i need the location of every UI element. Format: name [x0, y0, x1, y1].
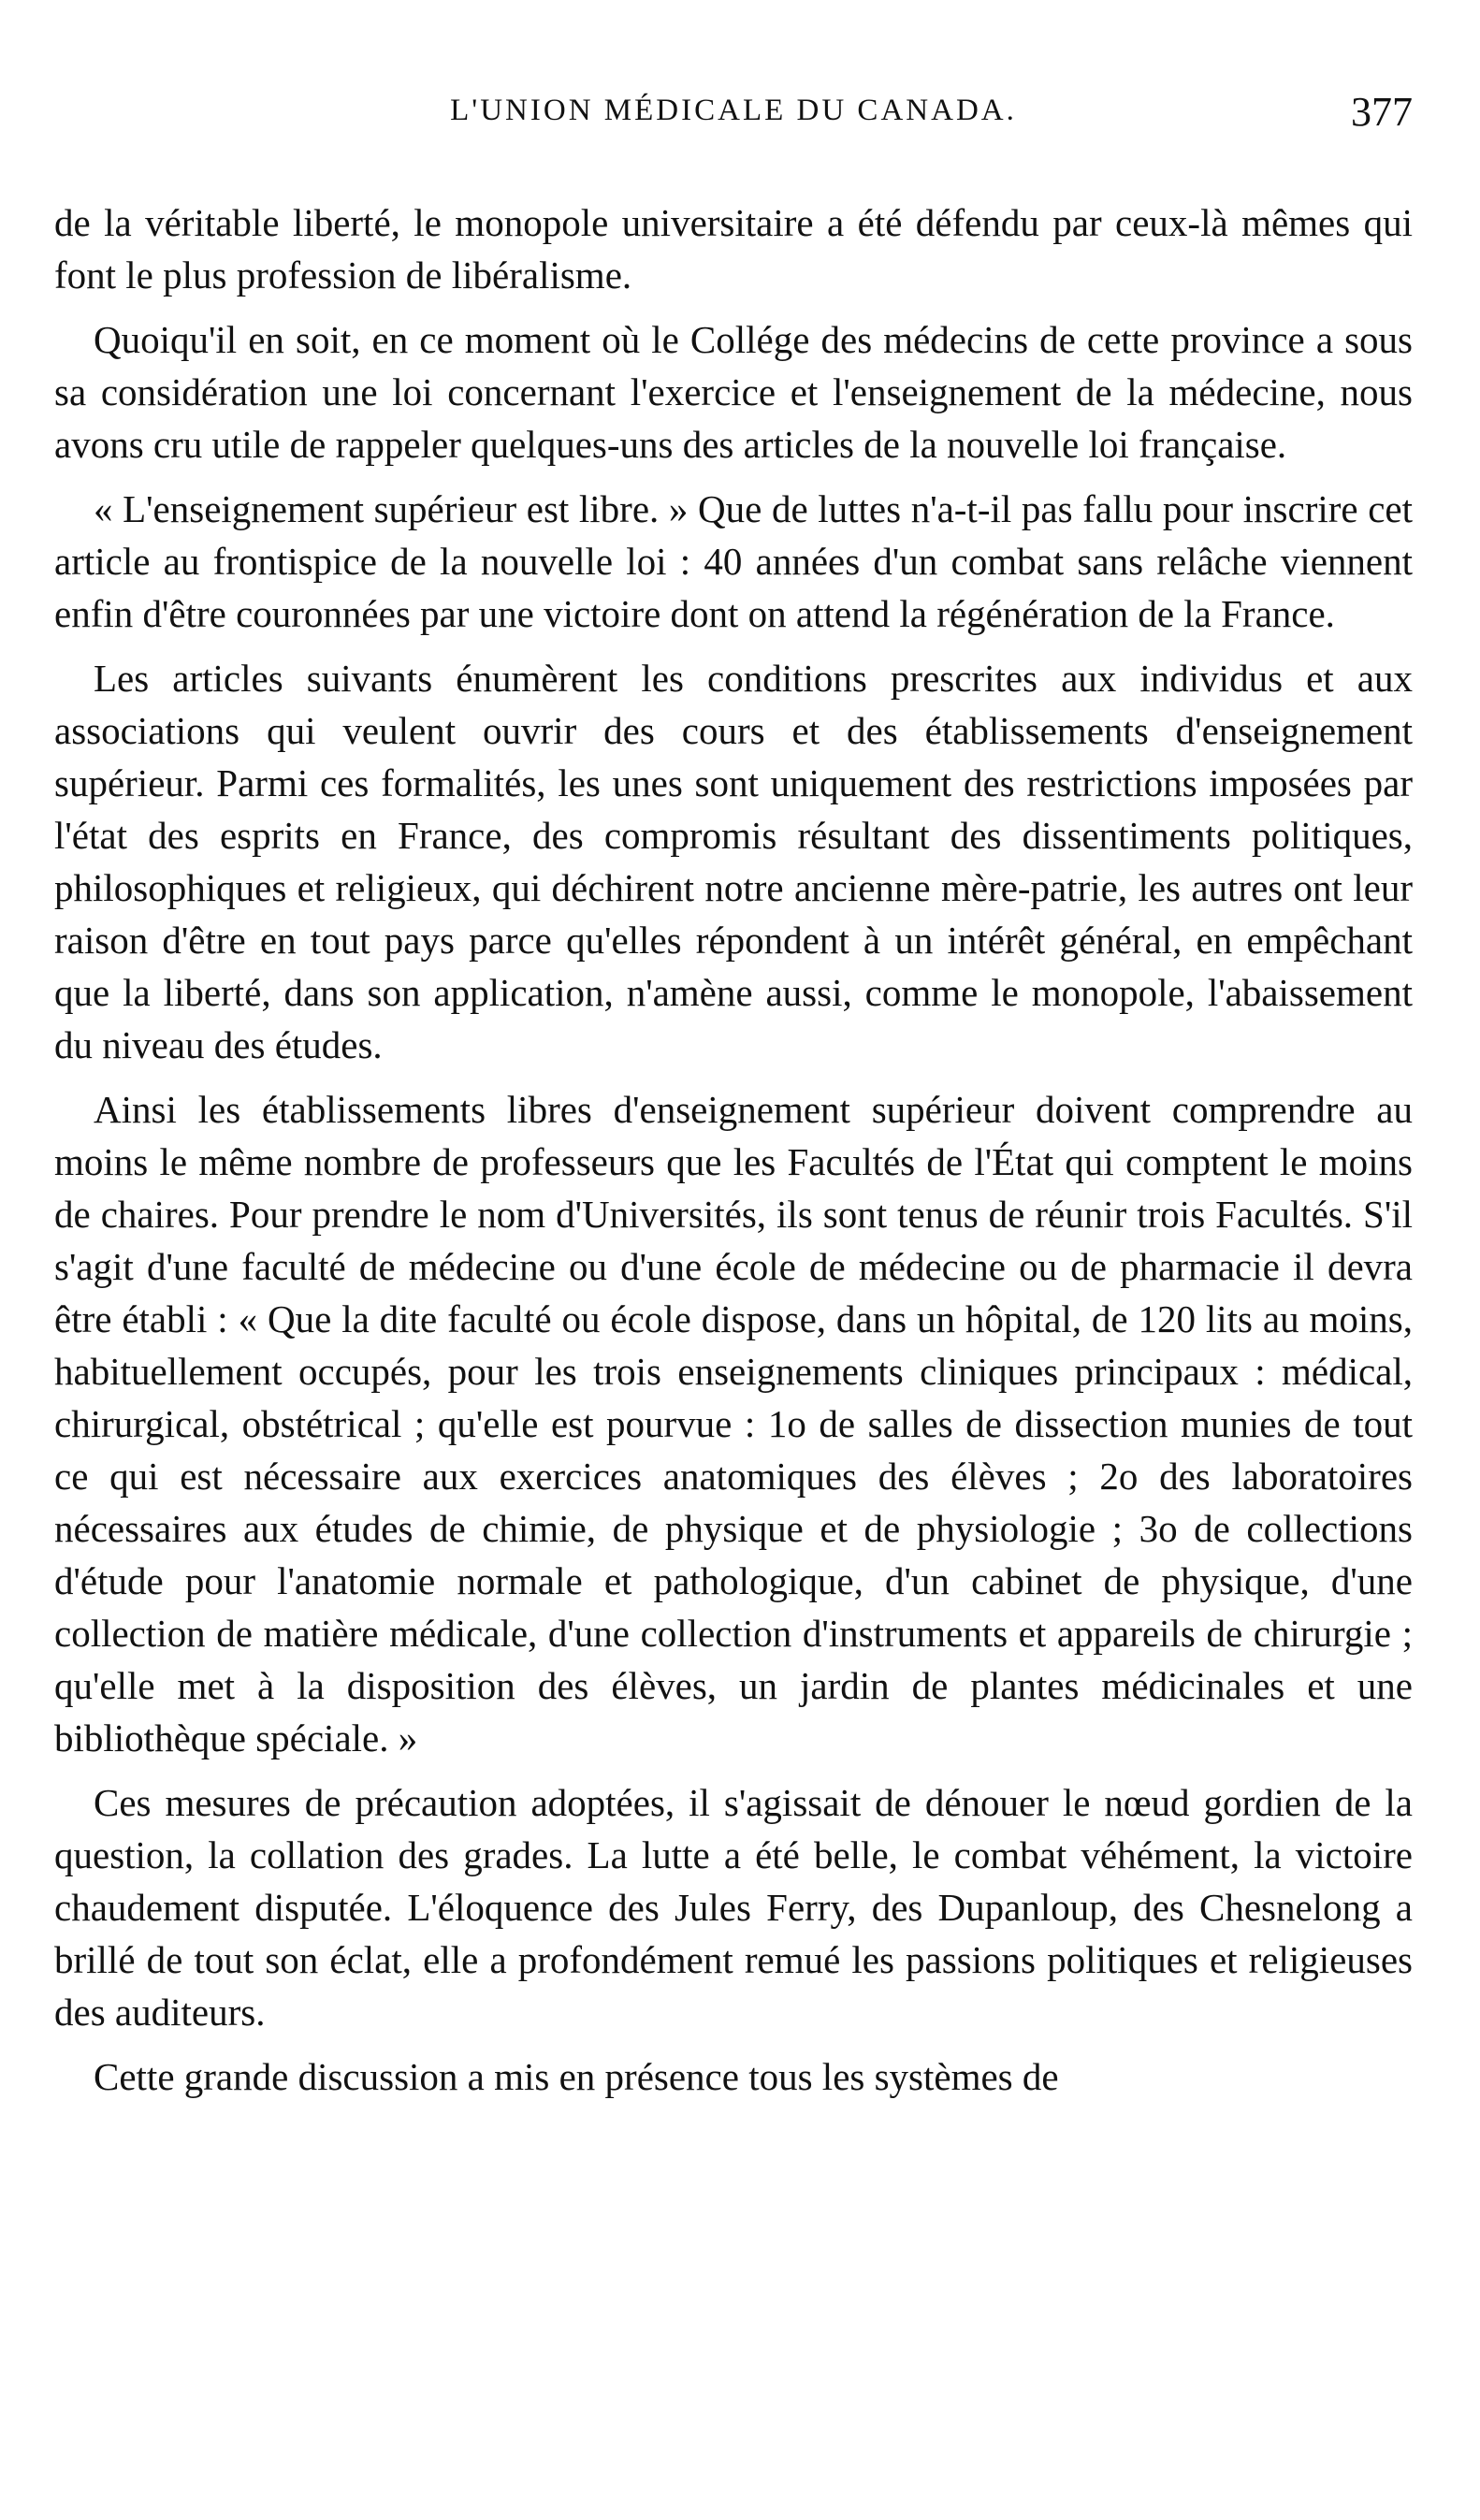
- paragraph: Cette grande discussion a mis en présence tous les systèmes de: [94, 2055, 1059, 2098]
- running-title: L'UNION MÉDICALE DU CANADA.: [450, 94, 1017, 127]
- paragraph: Quoiqu'il en soit, en ce moment où le Collége des médecins de cette province a sous sa considération une loi concernant l'exercice et l'enseignement de la médecine, nous avons cru utile de rappeler quelques-uns des articles de la nouvelle loi française.: [54, 318, 1413, 466]
- page-header: [54, 89, 1413, 159]
- paragraph: Ces mesures de précaution adoptées, il s'agissait de dénouer le nœud gordien de la question, la collation des grades. La lutte a été belle, le combat véhément, la victoire chaudement disputée. L'éloquence des Jules Ferry, des Dupanloup, des Chesnelong a brillé de tout son éclat, elle a profondément remué les passions politiques et religieuses des auditeurs.: [54, 1781, 1413, 2034]
- paragraph: Les articles suivants énumèrent les conditions prescrites aux individus et aux associations qui veulent ouvrir des cours et des établissements d'enseignement supérieur. Parmi ces formalités, les unes sont uniquement des restrictions imposées par l'état des esprits en France, des compromis résultant des dissentiments politiques, philosophiques et religieux, qui déchirent notre ancienne mère-patrie, les autres ont leur raison d'être en tout pays parce qu'elles répondent à un intérêt général, en empêchant que la liberté, dans son application, n'amène aussi, comme le monopole, l'abaissement du niveau des études.: [54, 657, 1413, 1066]
- page-number: 377: [1351, 89, 1413, 135]
- paragraph: « L'enseignement supérieur est libre. » Que de luttes n'a-t-il pas fallu pour inscrire cet article au frontispice de la nouvelle loi : 40 années d'un combat sans relâche viennent enfin d'être couronnées par une victoire dont on attend la régénération de la France.: [54, 487, 1413, 635]
- paragraph: de la véritable liberté, le monopole universitaire a été défendu par ceux-là mêmes qui font le plus profession de libéralisme.: [54, 201, 1413, 297]
- body-text: [54, 196, 1413, 2103]
- paragraph: Ainsi les établissements libres d'enseignement supérieur doivent comprendre au moins le même nombre de professeurs que les Facultés de l'État qui comptent le moins de chaires. Pour prendre le nom d'Universités, ils sont tenus de réunir trois Facultés. S'il s'agit d'une faculté de médecine ou d'une école de médecine ou de pharmacie il devra être établi : « Que la dite faculté ou école dispose, dans un hôpital, de 120 lits au moins, habituellement occupés, pour les trois enseignements cliniques principaux : médical, chirurgical, obstétrical ; qu'elle est pourvue : 1o de salles de dissection munies de tout ce qui est nécessaire aux exercices anatomiques des élèves ; 2o des laboratoires nécessaires aux études de chimie, de physique et de physiologie ; 3o de collections d'étude pour l'anatomie normale et pathologique, d'un cabinet de physique, d'une collection de matière médicale, d'une collection d'instruments et appareils de chirurgie ; qu'elle met à la disposition des élèves, un jardin de plantes médicinales et une bibliothèque spéciale. »: [54, 1088, 1413, 1760]
